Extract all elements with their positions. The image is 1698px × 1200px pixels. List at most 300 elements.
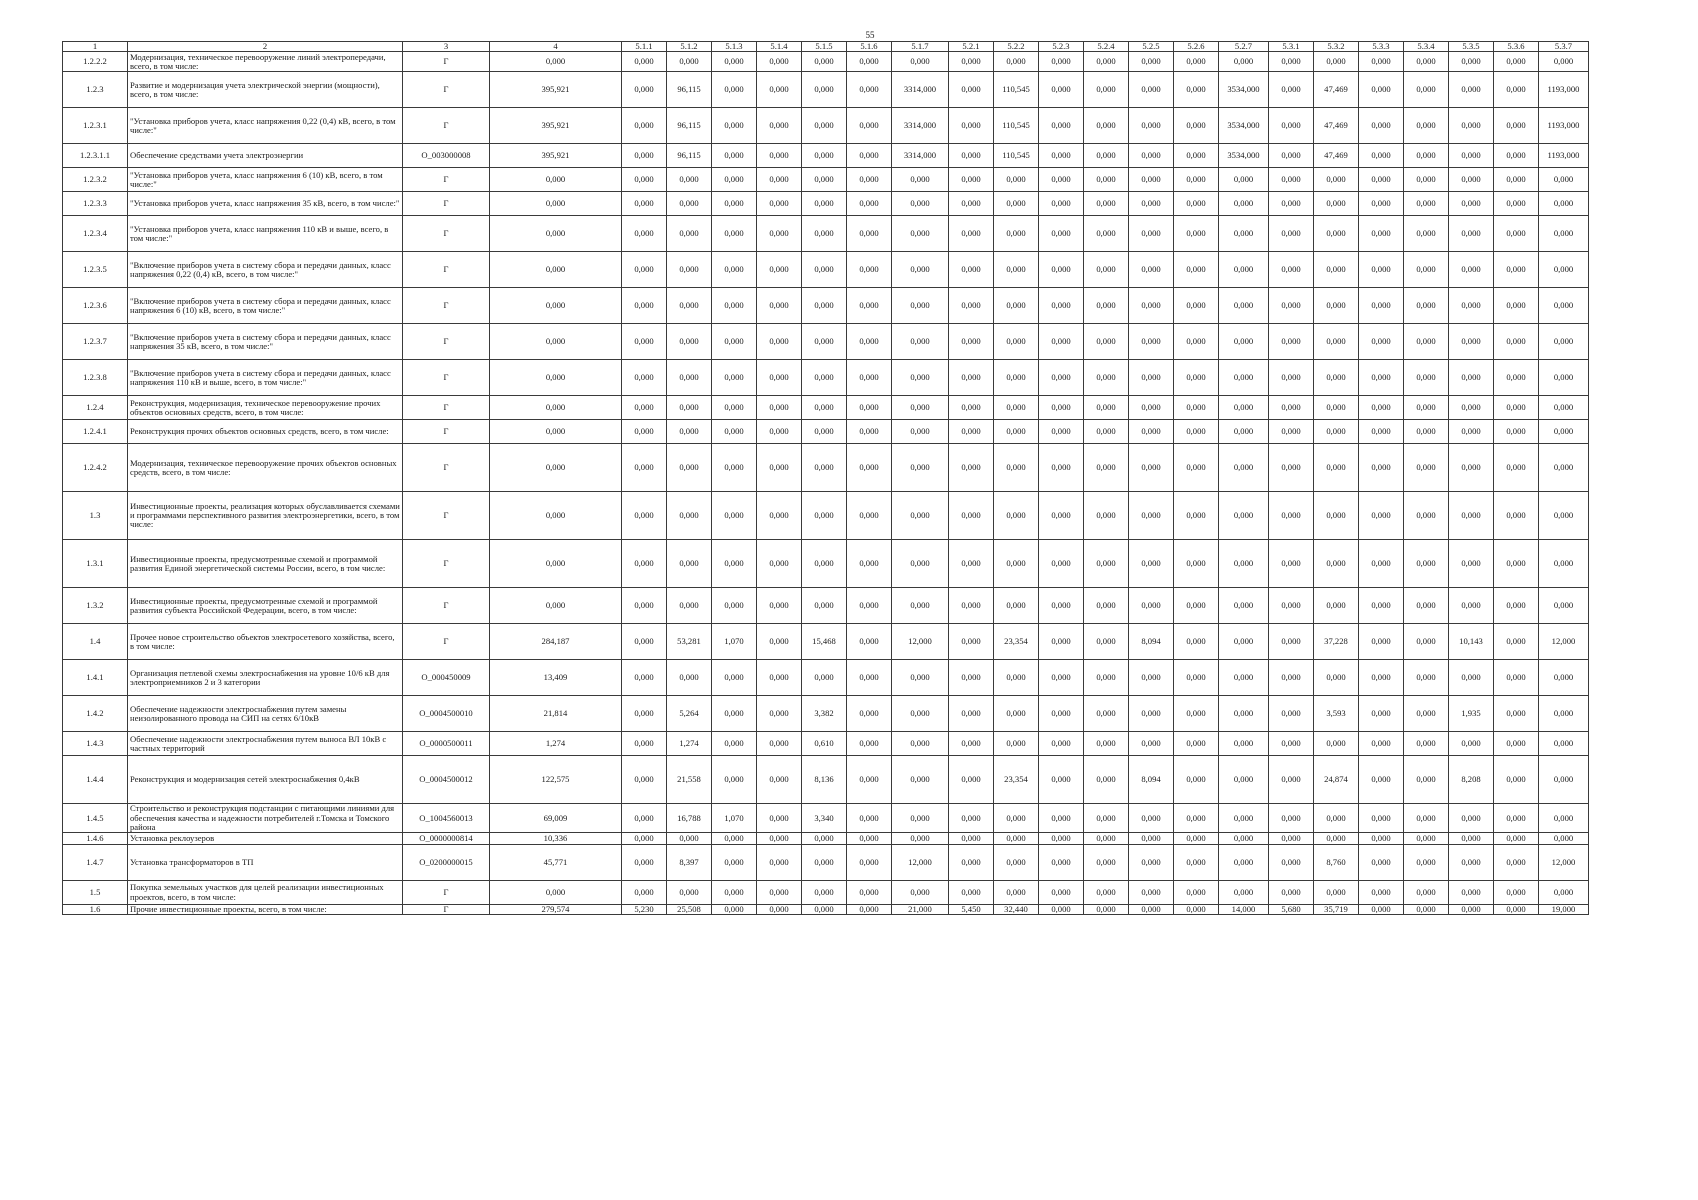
value-cell: 0,000 <box>847 540 892 588</box>
value-cell: 0,000 <box>1084 168 1129 192</box>
value-cell: 0,000 <box>1219 696 1269 732</box>
value-cell: 3314,000 <box>892 72 949 108</box>
value-cell: 0,000 <box>1174 288 1219 324</box>
value-cell: 0,000 <box>1219 588 1269 624</box>
value-cell: 0,000 <box>949 252 994 288</box>
value-cell: 0,000 <box>1174 732 1219 756</box>
value-cell: 0,000 <box>1449 420 1494 444</box>
value-cell: 1,070 <box>712 804 757 833</box>
value-cell: 0,000 <box>1174 396 1219 420</box>
value-cell: 0,000 <box>1449 192 1494 216</box>
row-number: 1.2.4.1 <box>63 420 128 444</box>
row-name: Организация петлевой схемы электроснабжения на уровне 10/6 кВ для электроприемников 2 и 3 категории <box>128 660 403 696</box>
value-cell: 0,000 <box>1449 52 1494 72</box>
value-cell: 0,000 <box>622 252 667 288</box>
value-cell: 0,000 <box>1359 108 1404 144</box>
row-name: Обеспечение средствами учета электроэнергии <box>128 144 403 168</box>
value-cell: 0,000 <box>802 396 847 420</box>
value-cell: 0,000 <box>1269 444 1314 492</box>
value-cell: 0,000 <box>1174 492 1219 540</box>
row-total: 0,000 <box>490 360 622 396</box>
row-number: 1.4.7 <box>63 845 128 881</box>
row-total: 1,274 <box>490 732 622 756</box>
row-total: 0,000 <box>490 192 622 216</box>
value-cell: 0,000 <box>1404 168 1449 192</box>
value-cell: 37,228 <box>1314 624 1359 660</box>
value-cell: 0,000 <box>1404 660 1449 696</box>
column-header: 5.1.7 <box>892 42 949 52</box>
value-cell: 0,000 <box>949 72 994 108</box>
row-code: Г <box>403 881 490 905</box>
value-cell: 0,000 <box>1219 804 1269 833</box>
row-number: 1.2.3.1.1 <box>63 144 128 168</box>
value-cell: 0,000 <box>712 660 757 696</box>
value-cell: 0,000 <box>1539 660 1589 696</box>
value-cell: 0,000 <box>1129 52 1174 72</box>
value-cell: 0,000 <box>757 624 802 660</box>
value-cell: 0,000 <box>1404 756 1449 804</box>
row-number: 1.2.3.5 <box>63 252 128 288</box>
value-cell: 0,000 <box>1539 444 1589 492</box>
value-cell: 0,000 <box>1269 288 1314 324</box>
value-cell: 0,000 <box>1494 216 1539 252</box>
value-cell: 3534,000 <box>1219 72 1269 108</box>
value-cell: 0,000 <box>994 833 1039 845</box>
row-number: 1.2.4 <box>63 396 128 420</box>
value-cell: 0,000 <box>1539 420 1589 444</box>
row-code: Г <box>403 216 490 252</box>
value-cell: 0,000 <box>1404 732 1449 756</box>
row-code: Г <box>403 192 490 216</box>
value-cell: 0,000 <box>1269 804 1314 833</box>
value-cell: 0,000 <box>949 492 994 540</box>
value-cell: 0,000 <box>847 833 892 845</box>
value-cell: 0,000 <box>712 492 757 540</box>
value-cell: 21,000 <box>892 905 949 915</box>
value-cell: 0,000 <box>949 396 994 420</box>
value-cell: 0,000 <box>949 324 994 360</box>
value-cell: 0,000 <box>892 216 949 252</box>
value-cell: 0,000 <box>1314 396 1359 420</box>
value-cell: 0,000 <box>1449 216 1494 252</box>
value-cell: 0,000 <box>1219 216 1269 252</box>
value-cell: 0,000 <box>892 492 949 540</box>
value-cell: 0,000 <box>802 905 847 915</box>
value-cell: 0,000 <box>1449 845 1494 881</box>
value-cell: 0,000 <box>1359 52 1404 72</box>
value-cell: 0,000 <box>1404 833 1449 845</box>
value-cell: 0,000 <box>847 144 892 168</box>
row-name: Модернизация, техническое перевооружение линий электропередачи, всего, в том числе: <box>128 52 403 72</box>
value-cell: 0,000 <box>1269 72 1314 108</box>
value-cell: 0,000 <box>1404 540 1449 588</box>
row-code: О_0004500010 <box>403 696 490 732</box>
value-cell: 0,000 <box>892 881 949 905</box>
value-cell: 0,000 <box>1449 108 1494 144</box>
value-cell: 0,000 <box>757 660 802 696</box>
table-row <box>63 881 1589 905</box>
value-cell: 0,000 <box>712 360 757 396</box>
value-cell: 0,000 <box>667 881 712 905</box>
value-cell: 0,000 <box>757 833 802 845</box>
value-cell: 0,000 <box>1039 144 1084 168</box>
value-cell: 0,000 <box>892 588 949 624</box>
value-cell: 0,000 <box>757 845 802 881</box>
value-cell: 0,000 <box>1084 192 1129 216</box>
value-cell: 5,230 <box>622 905 667 915</box>
value-cell: 0,000 <box>757 396 802 420</box>
row-name: Развитие и модернизация учета электрической энергии (мощности), всего, в том числе: <box>128 72 403 108</box>
value-cell: 0,000 <box>1314 216 1359 252</box>
column-header: 5.3.2 <box>1314 42 1359 52</box>
column-header: 5.3.4 <box>1404 42 1449 52</box>
value-cell: 8,136 <box>802 756 847 804</box>
row-code: Г <box>403 444 490 492</box>
value-cell: 0,000 <box>1219 624 1269 660</box>
value-cell: 0,000 <box>949 756 994 804</box>
column-header: 5.1.2 <box>667 42 712 52</box>
value-cell: 0,000 <box>1539 52 1589 72</box>
value-cell: 0,000 <box>622 324 667 360</box>
value-cell: 0,000 <box>1174 360 1219 396</box>
value-cell: 0,000 <box>1174 108 1219 144</box>
row-name: "Включение приборов учета в систему сбора и передачи данных, класс напряжения 6 (10) кВ, всего, в том числе:" <box>128 288 403 324</box>
value-cell: 0,000 <box>847 420 892 444</box>
value-cell: 0,000 <box>1314 444 1359 492</box>
table-row <box>63 192 1589 216</box>
value-cell: 0,000 <box>1129 396 1174 420</box>
row-name: "Включение приборов учета в систему сбора и передачи данных, класс напряжения 35 кВ, всего, в том числе:" <box>128 324 403 360</box>
value-cell: 0,000 <box>1494 696 1539 732</box>
value-cell: 0,000 <box>1449 252 1494 288</box>
value-cell: 0,000 <box>1174 252 1219 288</box>
value-cell: 0,000 <box>1039 216 1084 252</box>
value-cell: 0,000 <box>622 833 667 845</box>
value-cell: 12,000 <box>1539 624 1589 660</box>
value-cell: 0,000 <box>622 72 667 108</box>
row-total: 395,921 <box>490 108 622 144</box>
row-total: 69,009 <box>490 804 622 833</box>
value-cell: 0,000 <box>802 324 847 360</box>
row-total: 0,000 <box>490 588 622 624</box>
row-name: Инвестиционные проекты, предусмотренные схемой и программой развития Единой энергетической системы России, всего, в том числе: <box>128 540 403 588</box>
row-number: 1.4.5 <box>63 804 128 833</box>
value-cell: 0,000 <box>1404 216 1449 252</box>
value-cell: 0,000 <box>847 444 892 492</box>
value-cell: 0,000 <box>757 52 802 72</box>
value-cell: 0,000 <box>1449 540 1494 588</box>
value-cell: 0,000 <box>949 833 994 845</box>
value-cell: 0,000 <box>949 804 994 833</box>
value-cell: 0,000 <box>757 492 802 540</box>
value-cell: 0,000 <box>622 444 667 492</box>
column-header: 5.2.4 <box>1084 42 1129 52</box>
row-total: 0,000 <box>490 324 622 360</box>
row-number: 1.4.6 <box>63 833 128 845</box>
row-code: Г <box>403 396 490 420</box>
table-row <box>63 732 1589 756</box>
value-cell: 0,000 <box>622 420 667 444</box>
row-number: 1.3 <box>63 492 128 540</box>
value-cell: 0,000 <box>667 396 712 420</box>
page-number: 55 <box>865 30 875 40</box>
value-cell: 0,000 <box>1449 833 1494 845</box>
value-cell: 0,000 <box>1494 168 1539 192</box>
value-cell: 0,000 <box>847 192 892 216</box>
value-cell: 0,000 <box>1404 144 1449 168</box>
value-cell: 0,000 <box>1359 492 1404 540</box>
value-cell: 0,000 <box>1539 540 1589 588</box>
value-cell: 0,000 <box>949 660 994 696</box>
row-number: 1.2.2.2 <box>63 52 128 72</box>
value-cell: 0,000 <box>1084 492 1129 540</box>
value-cell: 0,000 <box>622 881 667 905</box>
value-cell: 0,000 <box>712 144 757 168</box>
column-header: 5.2.2 <box>994 42 1039 52</box>
value-cell: 0,000 <box>1494 804 1539 833</box>
value-cell: 0,000 <box>622 624 667 660</box>
value-cell: 0,000 <box>757 905 802 915</box>
value-cell: 47,469 <box>1314 72 1359 108</box>
value-cell: 0,000 <box>994 168 1039 192</box>
value-cell: 0,000 <box>1314 660 1359 696</box>
value-cell: 0,000 <box>757 324 802 360</box>
value-cell: 0,000 <box>712 905 757 915</box>
value-cell: 0,000 <box>802 492 847 540</box>
value-cell: 0,000 <box>847 52 892 72</box>
value-cell: 0,000 <box>1269 52 1314 72</box>
row-number: 1.6 <box>63 905 128 915</box>
table-row <box>63 108 1589 144</box>
value-cell: 0,000 <box>1494 905 1539 915</box>
value-cell: 0,000 <box>1494 756 1539 804</box>
value-cell: 0,000 <box>1174 144 1219 168</box>
value-cell: 0,000 <box>1174 444 1219 492</box>
value-cell: 0,000 <box>1219 660 1269 696</box>
value-cell: 0,000 <box>1494 624 1539 660</box>
column-header: 5.3.5 <box>1449 42 1494 52</box>
row-total: 0,000 <box>490 52 622 72</box>
value-cell: 0,000 <box>1219 288 1269 324</box>
value-cell: 0,000 <box>847 360 892 396</box>
value-cell: 0,000 <box>1449 360 1494 396</box>
row-name: Инвестиционные проекты, реализация которых обуславливается схемами и программами перспективного развития электроэнергетики, всего, в том числе: <box>128 492 403 540</box>
value-cell: 0,000 <box>1404 845 1449 881</box>
value-cell: 0,000 <box>1219 833 1269 845</box>
row-name: Установка реклоузеров <box>128 833 403 845</box>
value-cell: 12,000 <box>892 624 949 660</box>
column-header: 3 <box>403 42 490 52</box>
row-total: 0,000 <box>490 420 622 444</box>
value-cell: 0,000 <box>712 833 757 845</box>
row-name: Обеспечение надежности электроснабжения путем замены неизолированного провода на СИП на сетях 6/10кВ <box>128 696 403 732</box>
table-row <box>63 804 1589 833</box>
value-cell: 0,000 <box>1129 192 1174 216</box>
value-cell: 0,000 <box>1269 624 1314 660</box>
value-cell: 0,000 <box>1084 881 1129 905</box>
value-cell: 0,000 <box>994 881 1039 905</box>
row-name: "Установка приборов учета, класс напряжения 0,22 (0,4) кВ, всего, в том числе:" <box>128 108 403 144</box>
value-cell: 0,000 <box>994 396 1039 420</box>
value-cell: 0,000 <box>622 192 667 216</box>
row-code: О_1004560013 <box>403 804 490 833</box>
value-cell: 8,397 <box>667 845 712 881</box>
value-cell: 0,000 <box>712 588 757 624</box>
row-number: 1.2.3.3 <box>63 192 128 216</box>
value-cell: 0,000 <box>1314 168 1359 192</box>
table-row <box>63 624 1589 660</box>
value-cell: 0,000 <box>892 288 949 324</box>
value-cell: 0,000 <box>622 168 667 192</box>
value-cell: 0,000 <box>847 168 892 192</box>
value-cell: 0,000 <box>712 396 757 420</box>
value-cell: 0,000 <box>1494 360 1539 396</box>
value-cell: 0,000 <box>949 420 994 444</box>
value-cell: 0,000 <box>1539 252 1589 288</box>
value-cell: 0,000 <box>1404 360 1449 396</box>
value-cell: 0,000 <box>712 252 757 288</box>
value-cell: 0,000 <box>1449 492 1494 540</box>
value-cell: 0,000 <box>1359 72 1404 108</box>
value-cell: 0,000 <box>1494 881 1539 905</box>
value-cell: 0,000 <box>847 588 892 624</box>
value-cell: 0,000 <box>1494 660 1539 696</box>
value-cell: 0,000 <box>757 804 802 833</box>
value-cell: 0,000 <box>1039 192 1084 216</box>
value-cell: 0,000 <box>1129 660 1174 696</box>
row-total: 0,000 <box>490 288 622 324</box>
value-cell: 0,000 <box>1084 324 1129 360</box>
value-cell: 0,000 <box>1404 192 1449 216</box>
value-cell: 0,000 <box>1314 288 1359 324</box>
value-cell: 0,000 <box>847 288 892 324</box>
value-cell: 0,000 <box>1269 833 1314 845</box>
value-cell: 23,354 <box>994 624 1039 660</box>
value-cell: 0,000 <box>1129 833 1174 845</box>
value-cell: 0,000 <box>1269 660 1314 696</box>
row-number: 1.5 <box>63 881 128 905</box>
value-cell: 0,000 <box>1039 444 1084 492</box>
value-cell: 0,000 <box>1359 588 1404 624</box>
value-cell: 0,000 <box>1039 624 1084 660</box>
value-cell: 0,000 <box>1084 588 1129 624</box>
value-cell: 0,000 <box>847 492 892 540</box>
column-header: 5.1.6 <box>847 42 892 52</box>
row-total: 0,000 <box>490 168 622 192</box>
value-cell: 12,000 <box>892 845 949 881</box>
value-cell: 0,000 <box>949 108 994 144</box>
value-cell: 0,000 <box>892 192 949 216</box>
value-cell: 0,000 <box>1359 881 1404 905</box>
value-cell: 0,000 <box>949 288 994 324</box>
value-cell: 0,000 <box>667 324 712 360</box>
value-cell: 3314,000 <box>892 144 949 168</box>
value-cell: 0,000 <box>949 168 994 192</box>
value-cell: 0,000 <box>1084 288 1129 324</box>
value-cell: 0,000 <box>1039 72 1084 108</box>
value-cell: 0,000 <box>1039 588 1084 624</box>
value-cell: 0,000 <box>667 492 712 540</box>
value-cell: 5,680 <box>1269 905 1314 915</box>
value-cell: 10,143 <box>1449 624 1494 660</box>
value-cell: 1193,000 <box>1539 144 1589 168</box>
value-cell: 0,000 <box>892 732 949 756</box>
value-cell: 0,000 <box>802 845 847 881</box>
value-cell: 0,000 <box>1174 881 1219 905</box>
value-cell: 0,000 <box>802 192 847 216</box>
value-cell: 0,000 <box>1269 881 1314 905</box>
value-cell: 0,000 <box>1129 324 1174 360</box>
value-cell: 0,000 <box>1174 168 1219 192</box>
value-cell: 15,468 <box>802 624 847 660</box>
row-number: 1.2.3.1 <box>63 108 128 144</box>
row-total: 395,921 <box>490 144 622 168</box>
value-cell: 0,000 <box>622 540 667 588</box>
value-cell: 0,000 <box>622 108 667 144</box>
value-cell: 0,000 <box>949 540 994 588</box>
value-cell: 0,000 <box>847 72 892 108</box>
row-total: 0,000 <box>490 252 622 288</box>
value-cell: 0,000 <box>802 52 847 72</box>
investment-program-table <box>62 41 1589 915</box>
row-number: 1.4.3 <box>63 732 128 756</box>
value-cell: 0,000 <box>1129 905 1174 915</box>
value-cell: 0,000 <box>1084 696 1129 732</box>
value-cell: 0,000 <box>1269 396 1314 420</box>
value-cell: 0,000 <box>892 540 949 588</box>
value-cell: 0,000 <box>1039 833 1084 845</box>
value-cell: 0,000 <box>1039 732 1084 756</box>
value-cell: 0,000 <box>949 52 994 72</box>
value-cell: 0,000 <box>712 756 757 804</box>
row-number: 1.4.4 <box>63 756 128 804</box>
value-cell: 0,000 <box>622 288 667 324</box>
value-cell: 0,000 <box>1449 732 1494 756</box>
value-cell: 0,000 <box>1039 168 1084 192</box>
column-header: 5.1.4 <box>757 42 802 52</box>
table-row <box>63 492 1589 540</box>
value-cell: 0,000 <box>847 252 892 288</box>
value-cell: 0,000 <box>667 540 712 588</box>
value-cell: 0,000 <box>1129 696 1174 732</box>
value-cell: 0,000 <box>1314 252 1359 288</box>
column-header: 5.3.7 <box>1539 42 1589 52</box>
row-code: О_0004500012 <box>403 756 490 804</box>
value-cell: 0,000 <box>1129 144 1174 168</box>
value-cell: 0,000 <box>892 444 949 492</box>
value-cell: 0,000 <box>1084 833 1129 845</box>
value-cell: 0,000 <box>1039 881 1084 905</box>
column-header: 5.2.5 <box>1129 42 1174 52</box>
column-header: 5.3.1 <box>1269 42 1314 52</box>
value-cell: 0,000 <box>1039 396 1084 420</box>
value-cell: 0,000 <box>667 288 712 324</box>
value-cell: 32,440 <box>994 905 1039 915</box>
value-cell: 0,000 <box>1084 756 1129 804</box>
value-cell: 0,000 <box>1129 360 1174 396</box>
value-cell: 0,000 <box>1269 168 1314 192</box>
value-cell: 0,000 <box>1404 52 1449 72</box>
value-cell: 0,000 <box>1174 660 1219 696</box>
value-cell: 0,000 <box>949 444 994 492</box>
row-name: "Включение приборов учета в систему сбора и передачи данных, класс напряжения 0,22 (0,4) кВ, всего, в том числе:" <box>128 252 403 288</box>
value-cell: 1,070 <box>712 624 757 660</box>
value-cell: 0,000 <box>1084 444 1129 492</box>
table-row <box>63 756 1589 804</box>
value-cell: 0,000 <box>1129 72 1174 108</box>
value-cell: 0,000 <box>847 108 892 144</box>
value-cell: 0,000 <box>1129 444 1174 492</box>
